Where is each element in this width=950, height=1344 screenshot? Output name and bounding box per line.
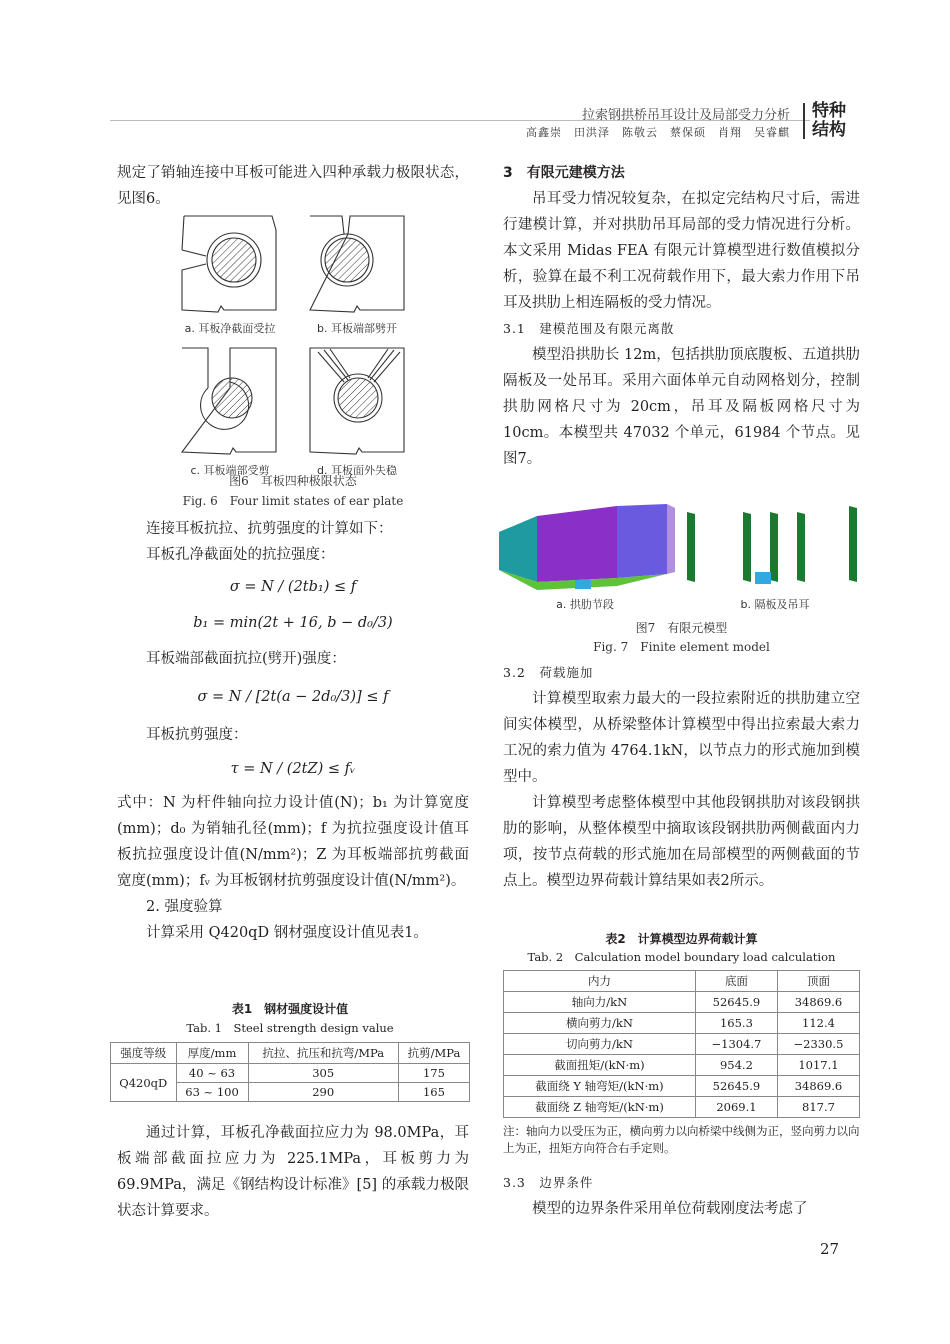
tab1-grid xyxy=(110,1042,470,1102)
tab1-cell: 175 xyxy=(398,1064,469,1083)
tab2-cell: 112.4 xyxy=(777,1013,859,1034)
journal-logo xyxy=(812,102,846,140)
tab1-head-2: 抗拉、抗压和抗弯/MPa xyxy=(248,1043,398,1064)
table-row xyxy=(504,1076,860,1097)
tab2-cell: 截面扭矩/(kN·m) xyxy=(504,1055,696,1076)
tab2-header-row xyxy=(504,971,860,992)
tab1-cell: 165 xyxy=(398,1083,469,1102)
tab2-cell: 165.3 xyxy=(695,1013,777,1034)
fig6-sub-d: d. 耳板面外失稳 xyxy=(317,464,397,477)
logo-line-2: 结构 xyxy=(812,120,846,140)
left-body-3 xyxy=(117,1120,469,1224)
section-3-1-heading: 3.1 建模范围及有限元离散 xyxy=(503,321,675,336)
left-para-9: 通过计算，耳板孔净截面拉应力为 98.0MPa，耳板端部截面拉应力为 225.1MPa，耳板剪力为 69.9MPa，满足《钢结构设计标准》[5] 的承载力极限状态计算要求。 xyxy=(117,1125,469,1219)
tab2-cell: 轴向力/kN xyxy=(504,992,696,1013)
tab2-caption-cn: 表2 计算模型边界荷载计算 xyxy=(605,932,758,946)
table-2 xyxy=(503,930,860,1157)
tab1-header-row xyxy=(111,1043,470,1064)
right-para-5: 模型的边界条件采用单位荷载刚度法考虑了 xyxy=(532,1201,808,1217)
left-para-4: 耳板端部截面抗拉(劈开)强度： xyxy=(146,651,346,667)
figure-7-drawing xyxy=(497,502,865,620)
tab2-caption-en: Tab. 2 Calculation model boundary load calculation xyxy=(527,950,836,964)
tab1-cell: 40 ~ 63 xyxy=(176,1064,248,1083)
figure-6 xyxy=(172,212,412,507)
fig6-sub-b: b. 耳板端部劈开 xyxy=(317,322,397,335)
section-3-2-heading: 3.2 荷载施加 xyxy=(503,665,594,680)
figure-7 xyxy=(497,502,865,620)
tab2-cell: 横向剪力/kN xyxy=(504,1013,696,1034)
tab2-cell: 1017.1 xyxy=(777,1055,859,1076)
tab1-caption-en: Tab. 1 Steel strength design value xyxy=(186,1021,394,1035)
tab2-cell: 954.2 xyxy=(695,1055,777,1076)
section-3-heading: 3 有限元建模方法 xyxy=(503,165,625,181)
right-body-2 xyxy=(503,660,860,894)
header-divider xyxy=(803,103,805,139)
table-1 xyxy=(110,1000,470,1102)
tab2-cell: 截面绕 Z 轴弯矩/(kN·m) xyxy=(504,1097,696,1118)
tab2-cell: −2330.5 xyxy=(777,1034,859,1055)
formula-2: b₁ = min(2t + 16, b − d₀/3) xyxy=(193,615,393,631)
tab1-head-3: 抗剪/MPa xyxy=(398,1043,469,1064)
tab2-head-1: 底面 xyxy=(695,971,777,992)
page-number: 27 xyxy=(820,1240,840,1258)
fig6-sub-c: c. 耳板端部受剪 xyxy=(190,464,270,477)
left-para-7: 2. 强度验算 xyxy=(146,899,223,915)
fig6-caption-en: Fig. 6 Four limit states of ear plate xyxy=(182,494,404,508)
left-para-1: 规定了销轴连接中耳板可能进入四种承载力极限状态，见图6。 xyxy=(117,165,469,207)
tab2-cell: 2069.1 xyxy=(695,1097,777,1118)
left-column xyxy=(117,160,469,212)
figure-6-drawing xyxy=(172,212,412,507)
table-row xyxy=(504,1097,860,1118)
tab2-cell: −1304.7 xyxy=(695,1034,777,1055)
tab2-cell: 52645.9 xyxy=(695,992,777,1013)
tab2-note: 注：轴向力以受压为正，横向剪力以向桥梁中线侧为正，竖向剪力以向上为正，扭矩方向符合右手定则。 xyxy=(503,1124,860,1155)
tab2-cell: 34869.6 xyxy=(777,1076,859,1097)
tab1-grade: Q420qD xyxy=(111,1064,177,1102)
right-para-2: 模型沿拱肋长 12m，包括拱肋顶底腹板、五道拱肋隔板及一处吊耳。采用六面体单元自动网格划分，控制拱肋网格尺寸为 20cm，吊耳及隔板网格尺寸为 10cm。本模型共 47032 个单元，61984 个节点。见图7。 xyxy=(503,347,860,467)
left-para-6: 式中：N 为杆件轴向拉力设计值(N)；b₁ 为计算宽度(mm)；d₀ 为销轴孔径(mm)；f 为抗拉强度设计值耳板抗拉强度设计值(N/mm²)；Z 为耳板端部抗剪截面宽度(mm)；fᵥ 为耳板钢材抗剪强度设计值(N/mm²)。 xyxy=(117,795,469,889)
right-column xyxy=(503,160,860,472)
tab2-cell: 截面绕 Y 轴弯矩/(kN·m) xyxy=(504,1076,696,1097)
table-row xyxy=(111,1064,470,1083)
tab2-cell: 切向剪力/kN xyxy=(504,1034,696,1055)
left-para-2: 连接耳板抗拉、抗剪强度的计算如下： xyxy=(146,521,393,537)
running-title: 拉索钢拱桥吊耳设计及局部受力分析 xyxy=(581,108,790,123)
tab2-cell: 34869.6 xyxy=(777,992,859,1013)
tab1-head-0: 强度等级 xyxy=(111,1043,177,1064)
table-row xyxy=(504,992,860,1013)
tab1-head-1: 厚度/mm xyxy=(176,1043,248,1064)
right-para-3: 计算模型取索力最大的一段拉索附近的拱肋建立空间实体模型，从桥梁整体计算模型中得出拉索最大索力工况的索力值为 4764.1kN，以节点力的形式施加到模型中。 xyxy=(503,691,860,785)
tab2-grid xyxy=(503,970,860,1118)
fig7-caption-cn: 图7 有限元模型 xyxy=(635,621,728,635)
table-row xyxy=(504,1055,860,1076)
table-row xyxy=(504,1013,860,1034)
tab1-cell: 305 xyxy=(248,1064,398,1083)
fig7-sub-a: a. 拱肋节段 xyxy=(556,598,614,611)
tab2-head-0: 内力 xyxy=(504,971,696,992)
table-row xyxy=(504,1034,860,1055)
right-para-4: 计算模型考虑整体模型中其他段钢拱肋对该段钢拱肋的影响，从整体模型中摘取该段钢拱肋两侧截面内力项，按节点荷载的形式施加在局部模型的两侧截面的节点上。模型边界荷载计算结果如表2所示。 xyxy=(503,795,860,889)
left-body-2 xyxy=(117,516,469,946)
right-body-3 xyxy=(503,1170,860,1222)
tab1-cell: 290 xyxy=(248,1083,398,1102)
formula-3: σ = N / [2t(a − 2d₀/3)] ≤ f xyxy=(197,689,389,705)
running-authors: 高鑫崇 田洪泽 陈敬云 蔡保硕 肖翔 吴睿麒 xyxy=(526,126,790,139)
tab1-cell: 63 ~ 100 xyxy=(176,1083,248,1102)
left-para-5: 耳板抗剪强度： xyxy=(146,727,248,743)
formula-4: τ = N / (2tZ) ≤ fᵥ xyxy=(230,761,356,777)
left-para-3: 耳板孔净截面处的抗拉强度： xyxy=(146,547,335,563)
fig6-sub-a: a. 耳板净截面受拉 xyxy=(184,322,276,335)
fig6-caption-cn: 图6 耳板四种极限状态 xyxy=(229,474,357,488)
section-3-3-heading: 3.3 边界条件 xyxy=(503,1175,594,1190)
tab2-cell: 52645.9 xyxy=(695,1076,777,1097)
fig7-sub-b: b. 隔板及吊耳 xyxy=(740,598,810,611)
logo-line-1: 特种 xyxy=(812,101,846,121)
right-para-1: 吊耳受力情况较复杂，在拟定完结构尺寸后，需进行建模计算，并对拱肋吊耳局部的受力情况进行分析。本文采用 Midas FEA 有限元计算模型进行数值模拟分析，验算在最不利工况荷载作用下，最大索力作用下吊耳及拱肋上相连隔板的受力情况。 xyxy=(503,191,860,311)
tab1-caption-cn: 表1 钢材强度设计值 xyxy=(231,1002,349,1016)
tab2-cell: 817.7 xyxy=(777,1097,859,1118)
fig7-caption-en: Fig. 7 Finite element model xyxy=(593,640,770,654)
formula-1: σ = N / (2tb₁) ≤ f xyxy=(229,579,357,595)
left-para-8: 计算采用 Q420qD 钢材强度设计值见表1。 xyxy=(146,925,428,941)
tab2-head-2: 顶面 xyxy=(777,971,859,992)
